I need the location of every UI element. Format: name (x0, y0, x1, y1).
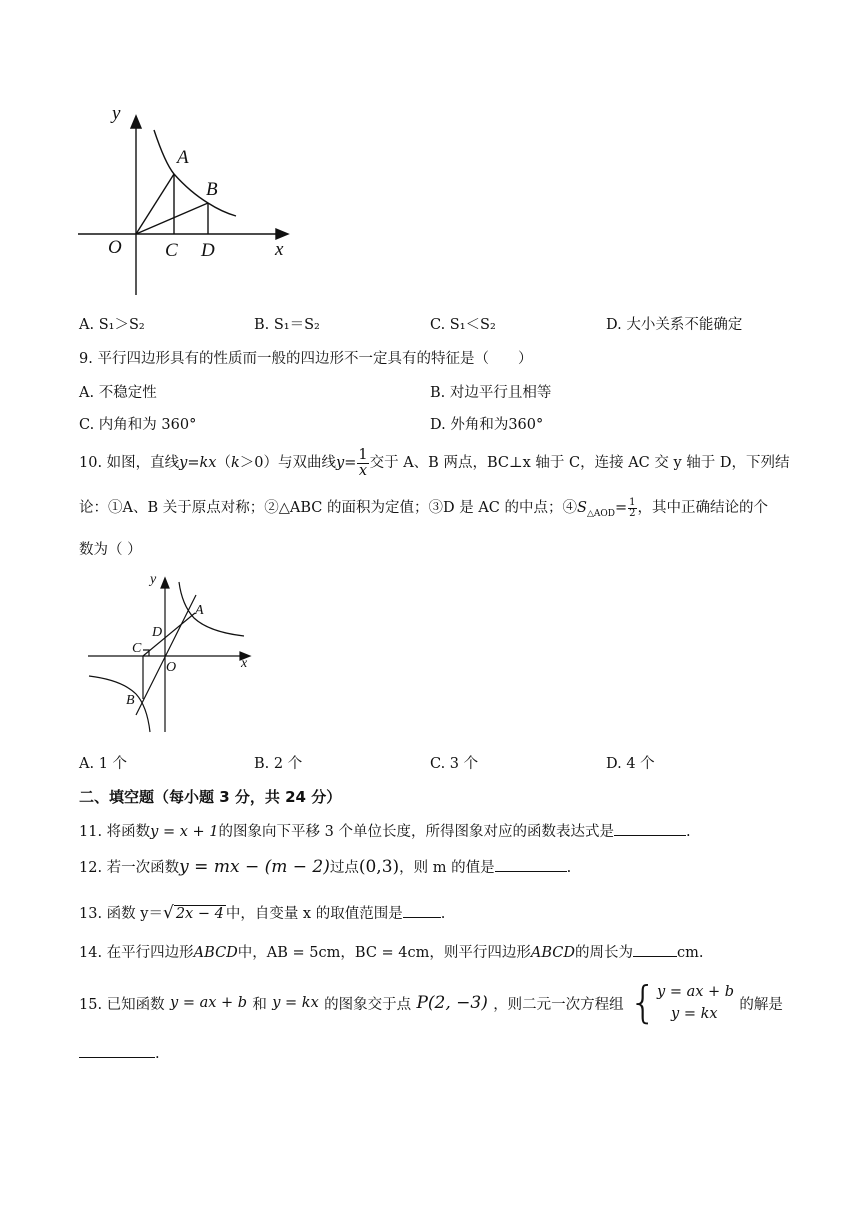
label-O: O (166, 660, 177, 675)
q10-fraction-den: x (358, 462, 368, 479)
q15-sys-line-1: y = ax + b (657, 984, 735, 1000)
q10-line-eq: y=kx (179, 455, 217, 471)
q8-option-d-letter: D. (606, 317, 622, 333)
q13-intro: 13. 函数 y＝ (79, 906, 163, 922)
q9-option-c-text: 内角和为 360° (98, 417, 197, 433)
q13-body: 中，自变量 x 的取值范围是 (225, 906, 403, 922)
q9-option-a-text: 不稳定性 (98, 385, 157, 401)
q15-point: P(2, −3) (416, 993, 488, 1013)
q8-option-a-text: S₁＞S₂ (98, 317, 145, 333)
q12 (79, 856, 571, 877)
figure-1-hyperbola-triangles (70, 95, 300, 305)
q15-end: . (155, 1046, 160, 1062)
q10-line-1-rest: 交于 A、B 两点，BC⊥x 轴于 C，连接 AC 交 y 轴于 D，下列结 (369, 455, 790, 471)
q15-answer-line (79, 1045, 160, 1062)
q15-answer-blank[interactable] (79, 1045, 155, 1058)
label-x: x (275, 239, 284, 260)
label-x: x (241, 656, 248, 671)
q14-answer-blank[interactable] (633, 944, 677, 957)
x-axis-arrow (276, 229, 288, 239)
q10-area-eq: = (614, 500, 628, 516)
q8-option-d-text: 大小关系不能确定 (626, 317, 743, 333)
q11-body: 的图象向下平移 3 个单位长度，所得图象对应的函数表达式是 (218, 824, 614, 840)
q10-paren-open: （ (216, 455, 231, 471)
q8-option-b[interactable] (254, 313, 320, 334)
q14-mid-2: ，则平行四边形 (429, 945, 531, 961)
q10-option-d-text: 4 个 (626, 756, 655, 772)
q15-tail: 的解是 (739, 996, 783, 1013)
q10-line-1 (79, 443, 790, 483)
q15-system (629, 977, 735, 1028)
label-A: A (195, 603, 204, 618)
q10-option-b[interactable] (254, 752, 302, 773)
label-C: C (132, 641, 142, 656)
q14-bc-length: BC = 4cm (354, 945, 430, 961)
q8-option-a-letter: A. (79, 317, 95, 333)
label-B: B (126, 693, 135, 708)
q8-option-b-text: S₁＝S₂ (273, 317, 320, 333)
hyperbola-curve (154, 130, 236, 216)
label-y: y (112, 103, 121, 124)
segment-OA (136, 174, 174, 234)
q10-half-num: 1 (629, 496, 636, 508)
q12-expr: y = mx − (m − 2) (179, 857, 330, 877)
q11-intro: 11. 将函数 (79, 824, 151, 840)
q11 (79, 820, 691, 841)
q14-comma: ， (340, 945, 355, 961)
q8-option-a[interactable] (79, 313, 145, 334)
label-B: B (206, 179, 218, 200)
q9-option-a-letter: A. (79, 385, 95, 401)
segment-OB (136, 203, 208, 234)
q9-option-c-letter: C. (79, 417, 95, 433)
q8-option-c-letter: C. (430, 317, 446, 333)
q10-intro: 10. 如图，直线 (79, 455, 180, 471)
q9-option-d-text: 外角和为360° (450, 417, 544, 433)
q9-option-a[interactable] (79, 381, 157, 402)
q8-option-c[interactable] (430, 313, 496, 334)
q15 (79, 975, 783, 1031)
q9-option-b-letter: B. (430, 385, 446, 401)
q9-option-d[interactable] (430, 413, 543, 434)
label-D: D (152, 625, 163, 640)
label-A: A (177, 147, 189, 168)
q13-sqrt-sign: √ (162, 903, 174, 923)
q9-stem: 9. 平行四边形具有的性质而一般的四边形不一定具有的特征是（ ） (79, 351, 533, 367)
q10-option-b-text: 2 个 (273, 756, 303, 772)
q12-body: ，则 m 的值是 (399, 860, 495, 876)
q10-conclusions: 论：①A、B 关于原点对称；②△ABC 的面积为定值；③D 是 AC 的中点；④ (79, 500, 578, 516)
q11-answer-blank[interactable] (614, 823, 686, 836)
q14-parallelogram-2: ABCD (530, 945, 575, 961)
q10-option-c-letter: C. (430, 756, 446, 772)
section-2-title: 二、填空题（每小题 3 分，共 24 分） (79, 788, 342, 806)
q8-option-b-letter: B. (254, 317, 270, 333)
q10-option-c[interactable] (430, 752, 478, 773)
q10-line-2-rest: ，其中正确结论的个 (637, 500, 768, 516)
q10-option-c-text: 3 个 (449, 756, 479, 772)
q14-body: 的周长为 (575, 945, 633, 961)
q8-option-d[interactable] (606, 313, 742, 334)
q10-option-a-letter: A. (79, 756, 95, 772)
q10-hyperbola-lhs: y= (336, 455, 357, 471)
q14-end: . (698, 945, 704, 961)
q10-line-2 (79, 491, 768, 531)
y-axis-arrow (131, 116, 141, 128)
q13-end: . (440, 906, 446, 922)
q12-intro: 12. 若一次函数 (79, 860, 180, 876)
y-axis-arrow (161, 578, 169, 588)
q14-ab-length: AB = 5cm (266, 945, 341, 961)
q14-unit: cm (677, 945, 699, 961)
q11-end: . (685, 824, 691, 840)
q10-option-a-text: 1 个 (98, 756, 128, 772)
q10-half-den: 2 (629, 507, 636, 519)
q15-and: 和 (252, 996, 267, 1013)
q9-option-b-text: 对边平行且相等 (449, 385, 552, 401)
q14-parallelogram-1: ABCD (193, 945, 238, 961)
q10-fraction (357, 448, 368, 478)
q10-option-d-letter: D. (606, 756, 622, 772)
q10-option-a[interactable] (79, 752, 127, 773)
q14 (79, 941, 703, 962)
q10-area-symbol: S (577, 500, 587, 516)
q15-sys-line-2: y = kx (671, 1006, 718, 1022)
label-y: y (150, 572, 157, 587)
label-O: O (108, 237, 122, 258)
q10-line-3: 数为（ ） (79, 542, 142, 558)
q15-system-lines (657, 981, 734, 1025)
q15-intro: 15. 已知函数 (79, 996, 165, 1013)
q10-k-cond: ＞0）与双曲线 (239, 455, 337, 471)
q11-expr: y = x + 1 (150, 824, 219, 840)
q12-end: . (566, 860, 572, 876)
q15-mid: 的图象交于点 (324, 996, 412, 1013)
q9-option-b[interactable] (430, 381, 551, 402)
q14-intro: 14. 在平行四边形 (79, 945, 194, 961)
q15-system-intro: ，则二元一次方程组 (493, 996, 624, 1013)
q13-radicand: 2x − 4 (175, 906, 224, 922)
q10-fraction-num: 1 (358, 447, 368, 463)
q13-answer-blank[interactable] (403, 905, 441, 918)
q12-point: (0,3) (358, 857, 400, 877)
q10-option-b-letter: B. (254, 756, 270, 772)
q15-f1: y = ax + b (170, 995, 248, 1011)
q10-area-sub: △AOD (586, 508, 615, 519)
q8-option-c-text: S₁＜S₂ (449, 317, 496, 333)
q9-option-c[interactable] (79, 413, 196, 434)
q12-answer-blank[interactable] (495, 859, 567, 872)
q10-option-d[interactable] (606, 752, 655, 773)
label-D: D (201, 240, 215, 261)
q10-half-fraction (628, 498, 636, 519)
q15-brace: { (629, 977, 658, 1028)
label-C: C (165, 240, 178, 261)
q13 (79, 902, 445, 923)
q10-k: k (230, 455, 240, 471)
figure-2-line-hyperbola (84, 570, 259, 740)
q15-f2: y = kx (272, 995, 319, 1011)
q9-option-d-letter: D. (430, 417, 446, 433)
q12-mid: 过点 (329, 860, 359, 876)
q14-mid-1: 中， (237, 945, 267, 961)
